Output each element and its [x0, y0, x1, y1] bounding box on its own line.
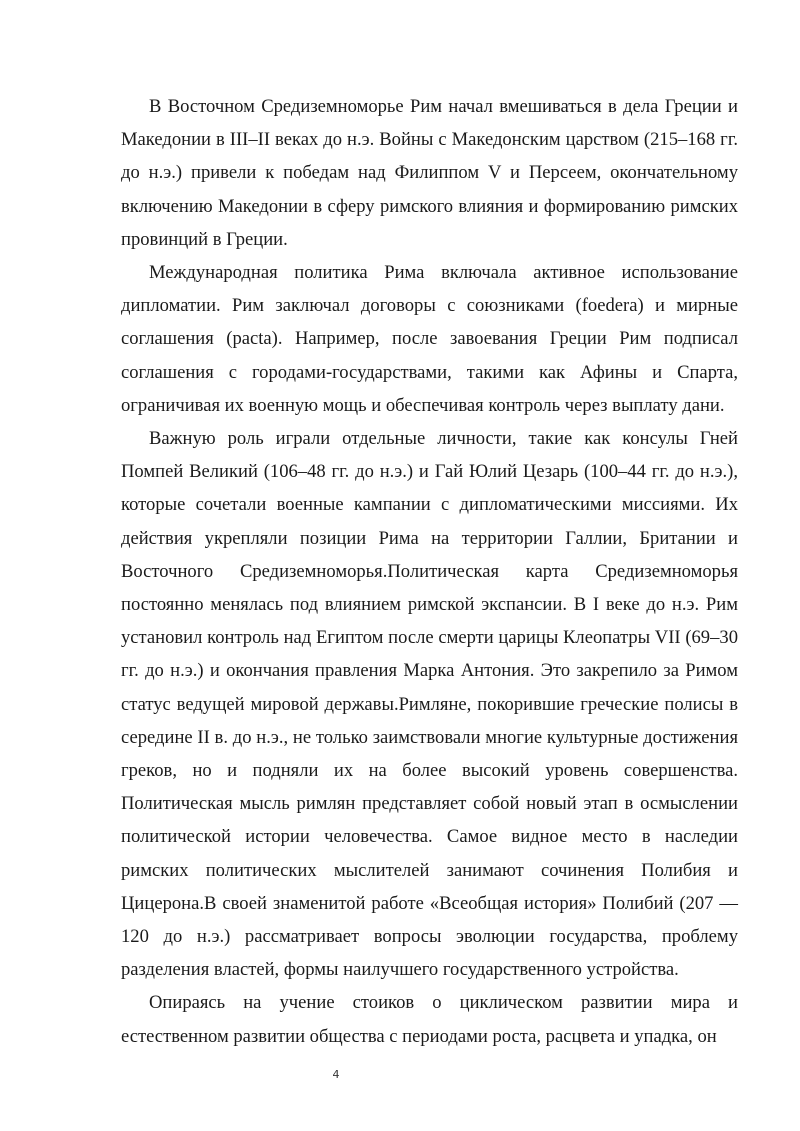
paragraph-1: В Восточном Средиземноморье Рим начал вмешиваться в дела Греции и Македонии в III–II веках до н.э. Войны с Македонским царством (215–168 гг. до н.э.) привели к победам над Филиппом V и Персеем, окончательному включению Македонии в сферу римского влияния и формированию римских провинций в Греции. [121, 96, 738, 250]
page-body [121, 90, 738, 1053]
paragraph-4: Опираясь на учение стоиков о циклическом развитии мира и естественном развитии общества с периодами роста, расцвета и упадка, он [121, 992, 738, 1047]
page-number: 4 [332, 1068, 340, 1081]
paragraph-2: Международная политика Рима включала активное использование дипломатии. Рим заключал договоры с союзниками (foedera) и мирные соглашения (pacta). Например, после завоевания Греции Рим подписал соглашения с городами-государствами, такими как Афины и Спарта, ограничивая их военную мощь и обеспечивая контроль через выплату дани. [121, 262, 738, 416]
paragraph-3: Важную роль играли отдельные личности, такие как консулы Гней Помпей Великий (106–48 гг. до н.э.) и Гай Юлий Цезарь (100–44 гг. до н.э.), которые сочетали военные кампании с дипломатическими миссиями. Их действия укрепляли позиции Рима на территории Галлии, Британии и Восточного Средиземноморья.Политическая карта Средиземноморья постоянно менялась под влиянием римской экспансии. В I веке до н.э. Рим установил контроль над Египтом после смерти царицы Клеопатры VII (69–30 гг. до н.э.) и окончания правления Марка Антония. Это закрепило за Римом статус ведущей мировой державы.Римляне, покорившие греческие полисы в середине II в. до н.э., не только заимствовали многие культурные достижения греков, но и подняли их на более высокий уровень совершенства. Политическая мысль римлян представляет собой новый этап в осмыслении политической истории человечества. Самое видное место в наследии римских политических мыслителей занимают сочинения Полибия и Цицерона.В своей знаменитой работе «Всеобщая история» Полибий (207 — 120 до н.э.) рассматривает вопросы эволюции государства, проблему разделения властей, формы наилучшего государственного устройства. [121, 428, 738, 981]
